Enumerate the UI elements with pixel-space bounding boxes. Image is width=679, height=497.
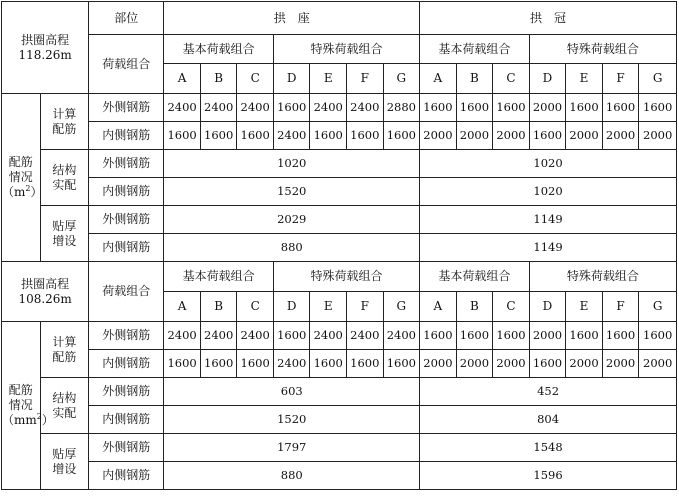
elevation-label: 拱圈高程	[21, 32, 70, 47]
seat-value: 1797	[164, 434, 420, 462]
value-cell: 2400	[200, 94, 237, 122]
case-label: E	[566, 64, 603, 94]
case-label: B	[456, 292, 493, 322]
elevation-value: 118.26m	[18, 47, 72, 62]
calc-reinforcement-label: 计算 配筋	[40, 94, 89, 150]
inner-rebar-label: 内侧钢筋	[89, 406, 164, 434]
value-cell: 1600	[347, 350, 384, 378]
case-label: E	[310, 292, 347, 322]
value-cell: 2400	[164, 94, 201, 122]
value-cell: 1600	[383, 122, 420, 150]
struct-outer-row	[2, 150, 677, 178]
unit-label: $(mm^2)$	[2, 412, 54, 427]
inner-rebar-label: 内侧钢筋	[89, 178, 164, 206]
case-label: F	[347, 292, 384, 322]
special-combo-header: 特殊荷载组合	[273, 262, 419, 292]
value-cell: 2000	[420, 350, 457, 378]
elevation-cell	[2, 2, 89, 94]
value-cell: 1600	[237, 122, 274, 150]
case-label: F	[602, 292, 639, 322]
value-cell: 2000	[602, 122, 639, 150]
thick-inner-row	[2, 234, 677, 262]
seat-value: 1020	[164, 150, 420, 178]
case-label: B	[456, 64, 493, 94]
struct-outer-row	[2, 378, 677, 406]
header-row-combo	[2, 35, 677, 64]
case-label: F	[602, 64, 639, 94]
case-label: C	[493, 292, 530, 322]
arch-crown-header: 拱 冠	[420, 2, 677, 35]
basic-combo-header: 基本荷载组合	[164, 35, 274, 64]
value-cell: 1600	[310, 122, 347, 150]
value-cell: 2000	[420, 122, 457, 150]
calc-outer-row	[2, 94, 677, 122]
value-cell: 2000	[639, 350, 677, 378]
value-cell: 1600	[639, 322, 677, 350]
inner-rebar-label: 内侧钢筋	[89, 350, 164, 378]
value-cell: 2000	[493, 122, 530, 150]
value-cell: 1600	[237, 350, 274, 378]
value-cell: 2400	[273, 350, 310, 378]
value-cell: 2400	[237, 94, 274, 122]
value-cell: 2000	[456, 122, 493, 150]
case-label: B	[200, 64, 237, 94]
value-cell: 2000	[493, 350, 530, 378]
value-cell: 1600	[639, 94, 677, 122]
position-label: 部位	[89, 2, 164, 35]
value-cell: 2400	[310, 94, 347, 122]
case-label: A	[420, 64, 457, 94]
value-cell: 1600	[164, 122, 201, 150]
struct-actual-label: 结构 实配	[40, 378, 89, 434]
value-cell: 2400	[347, 322, 384, 350]
crown-value: 1149	[420, 234, 677, 262]
inner-rebar-label: 内侧钢筋	[89, 122, 164, 150]
header-row-combo	[2, 262, 677, 292]
case-label: C	[237, 64, 274, 94]
value-cell: 1600	[200, 122, 237, 150]
value-cell: 1600	[602, 322, 639, 350]
value-cell: 1600	[566, 94, 603, 122]
value-cell: 1600	[456, 322, 493, 350]
outer-rebar-label: 外侧钢筋	[89, 94, 164, 122]
struct-inner-row	[2, 178, 677, 206]
case-label: D	[273, 64, 310, 94]
value-cell: 1600	[273, 94, 310, 122]
value-cell: 1600	[420, 322, 457, 350]
case-label: G	[639, 292, 677, 322]
value-cell: 2400	[200, 322, 237, 350]
value-cell: 2000	[529, 94, 566, 122]
reinforcement-group-label: 配筋 情况 $(mm^2)$	[2, 322, 41, 490]
value-cell: 1600	[602, 94, 639, 122]
load-combo-label: 荷载组合	[89, 262, 164, 322]
value-cell: 1600	[493, 94, 530, 122]
thickening-label: 贴厚 增设	[40, 206, 89, 262]
value-cell: 1600	[164, 350, 201, 378]
thickening-label: 贴厚 增设	[40, 434, 89, 490]
value-cell: 2880	[383, 94, 420, 122]
calc-reinforcement-label: 计算 配筋	[40, 322, 89, 378]
value-cell: 1600	[200, 350, 237, 378]
special-combo-header: 特殊荷载组合	[529, 35, 676, 64]
case-label: G	[383, 64, 420, 94]
value-cell: 1600	[420, 94, 457, 122]
case-label: G	[639, 64, 677, 94]
outer-rebar-label: 外侧钢筋	[89, 206, 164, 234]
inner-rebar-label: 内侧钢筋	[89, 462, 164, 490]
case-label: C	[237, 292, 274, 322]
basic-combo-header: 基本荷载组合	[420, 262, 530, 292]
case-label: D	[529, 292, 566, 322]
case-label: F	[347, 64, 384, 94]
thick-outer-row	[2, 434, 677, 462]
unit-label: $(m^2)$	[2, 184, 43, 199]
value-cell: 1600	[310, 350, 347, 378]
value-cell: 1600	[493, 322, 530, 350]
value-cell: 2000	[529, 322, 566, 350]
value-cell: 1600	[273, 322, 310, 350]
value-cell: 2000	[456, 350, 493, 378]
arch-seat-header: 拱 座	[164, 2, 420, 35]
calc-outer-row	[2, 322, 677, 350]
elevation-value: 108.26m	[18, 291, 72, 306]
special-combo-header: 特殊荷载组合	[529, 262, 676, 292]
struct-actual-label: 结构 实配	[40, 150, 89, 206]
value-cell: 1600	[529, 350, 566, 378]
outer-rebar-label: 外侧钢筋	[89, 150, 164, 178]
thick-inner-row	[2, 462, 677, 490]
seat-value: 880	[164, 234, 420, 262]
value-cell: 2000	[566, 122, 603, 150]
value-cell: 1600	[347, 122, 384, 150]
seat-value: 880	[164, 462, 420, 490]
case-label: C	[493, 64, 530, 94]
special-combo-header: 特殊荷载组合	[273, 35, 419, 64]
value-cell: 1600	[383, 350, 420, 378]
elevation-cell	[2, 262, 89, 322]
calc-inner-row	[2, 350, 677, 378]
case-label: A	[164, 292, 201, 322]
case-label: E	[566, 292, 603, 322]
crown-value: 1548	[420, 434, 677, 462]
seat-value: 1520	[164, 178, 420, 206]
crown-value: 1149	[420, 206, 677, 234]
value-cell: 2000	[639, 122, 677, 150]
header-row-position	[2, 2, 677, 35]
seat-value: 603	[164, 378, 420, 406]
value-cell: 2000	[602, 350, 639, 378]
thick-outer-row	[2, 206, 677, 234]
seat-value: 2029	[164, 206, 420, 234]
value-cell: 2400	[310, 322, 347, 350]
calc-inner-row	[2, 122, 677, 150]
basic-combo-header: 基本荷载组合	[420, 35, 530, 64]
crown-value: 1020	[420, 178, 677, 206]
case-label: G	[383, 292, 420, 322]
case-label: A	[420, 292, 457, 322]
value-cell: 2400	[237, 322, 274, 350]
crown-value: 1596	[420, 462, 677, 490]
case-label: E	[310, 64, 347, 94]
value-cell: 1600	[529, 122, 566, 150]
value-cell: 2400	[273, 122, 310, 150]
value-cell: 2400	[164, 322, 201, 350]
crown-value: 452	[420, 378, 677, 406]
value-cell: 1600	[566, 322, 603, 350]
case-label: D	[529, 64, 566, 94]
case-label: D	[273, 292, 310, 322]
elevation-label: 拱圈高程	[21, 276, 70, 291]
load-combo-label: 荷载组合	[89, 35, 164, 94]
inner-rebar-label: 内侧钢筋	[89, 234, 164, 262]
value-cell: 2400	[347, 94, 384, 122]
reinforcement-group-label: 配筋 情况 $(m^2)$	[2, 94, 41, 262]
basic-combo-header: 基本荷载组合	[164, 262, 274, 292]
outer-rebar-label: 外侧钢筋	[89, 378, 164, 406]
struct-inner-row	[2, 406, 677, 434]
outer-rebar-label: 外侧钢筋	[89, 434, 164, 462]
outer-rebar-label: 外侧钢筋	[89, 322, 164, 350]
crown-value: 804	[420, 406, 677, 434]
seat-value: 1520	[164, 406, 420, 434]
value-cell: 2000	[566, 350, 603, 378]
reinforcement-table	[1, 1, 677, 490]
value-cell: 2400	[383, 322, 420, 350]
value-cell: 1600	[456, 94, 493, 122]
crown-value: 1020	[420, 150, 677, 178]
case-label: A	[164, 64, 201, 94]
case-label: B	[200, 292, 237, 322]
